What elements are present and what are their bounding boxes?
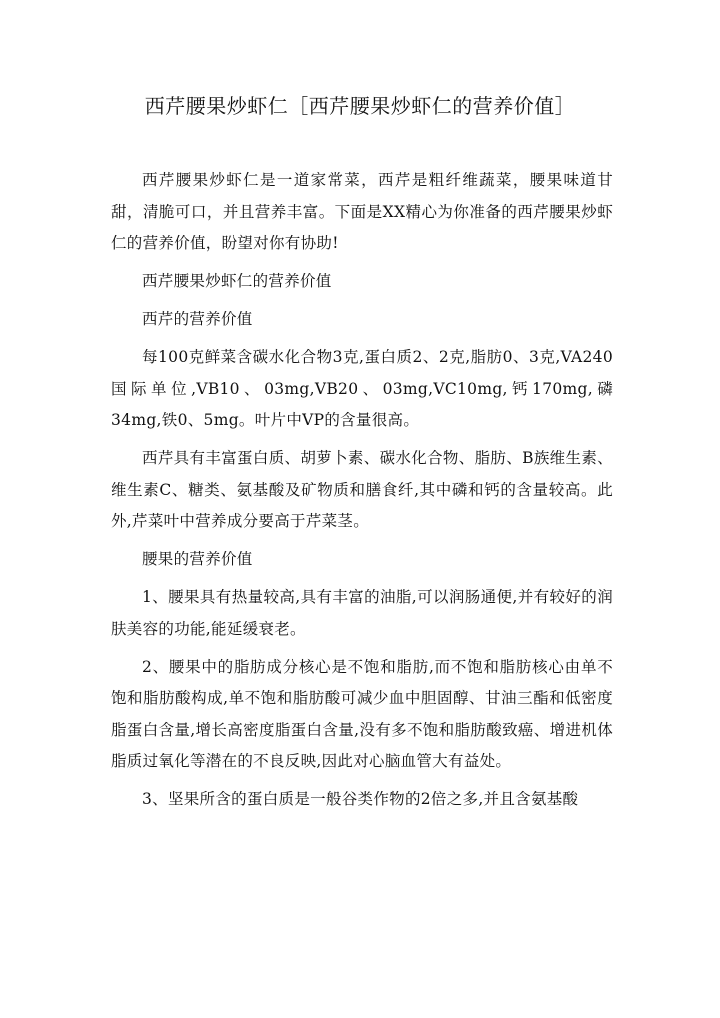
intro-paragraph: 西芹腰果炒虾仁是一道家常菜，西芹是粗纤维蔬菜，腰果味道甘甜，清脆可口，并且营养丰富。下面是XX精心为你准备的西芹腰果炒虾仁的营养价值，盼望对你有协助! — [111, 171, 613, 252]
subheading-cashew: 腰果的营养价值 — [142, 550, 253, 568]
cashew-point-3: 3、坚果所含的蛋白质是一般谷类作物的2倍之多,并且含氨基酸 — [142, 790, 579, 808]
celery-composition-paragraph: 西芹具有丰富蛋白质、胡萝卜素、碳水化合物、脂肪、B族维生素、维生素C、糖类、氨基酸及矿物质和膳食纤,其中磷和钙的含量较高。此外,芹菜叶中营养成分要高于芹菜茎。 — [111, 449, 613, 530]
section-heading-nutrition: 西芹腰果炒虾仁的营养价值 — [142, 272, 332, 290]
cashew-point-2: 2、腰果中的脂肪成分核心是不饱和脂肪,而不饱和脂肪核心由单不饱和脂肪酸构成,单不饱和脂肪酸可减少血中胆固醇、甘油三酯和低密度脂蛋白含量,增长高密度脂蛋白含量,没有多不饱和脂肪酸致癌、增进机体脂质过氧化等潜在的不良反映,因此对心脑血管大有益处。 — [111, 657, 613, 770]
document-title: 西芹腰果炒虾仁［西芹腰果炒虾仁的营养价值］ — [144, 94, 576, 118]
subheading-celery: 西芹的营养价值 — [142, 310, 253, 328]
cashew-point-1: 1、腰果具有热量较高,具有丰富的油脂,可以润肠通便,并有较好的润肤美容的功能,能延缓衰老。 — [111, 588, 613, 638]
document-body — [111, 165, 613, 822]
celery-nutrients-paragraph: 每100克鲜菜含碳水化合物3克,蛋白质2、2克,脂肪0、3克,VA240国际单位,VB10、03mg,VB20、03mg,VC10mg,钙170mg,磷34mg,铁0、5mg。叶片中VP的含量很高。 — [111, 348, 613, 429]
